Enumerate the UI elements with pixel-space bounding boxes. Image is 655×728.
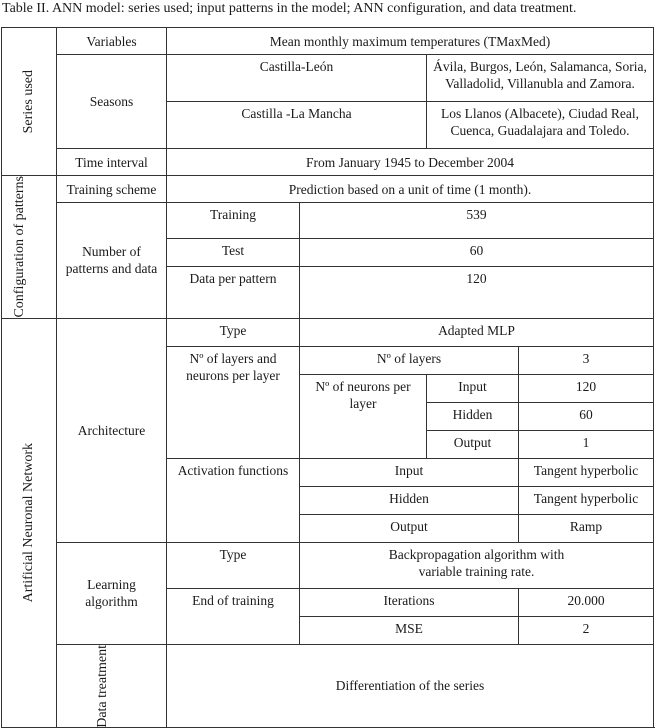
- layers-value: 3: [519, 346, 654, 374]
- data-per-pattern-label: Data per pattern: [167, 266, 300, 318]
- training-scheme-label: Training scheme: [57, 176, 167, 203]
- variables-label: Variables: [57, 28, 167, 55]
- activation-functions-label: Activation functions: [167, 458, 300, 542]
- region-castilla-la-mancha-cities: Los Llanos (Albacete), Ciudad Real, Cuenca, Guadalajara and Toledo.: [427, 102, 654, 149]
- neurons-per-layer-label: Nº of neurons per layer: [300, 374, 427, 458]
- act-output-value: Ramp: [519, 514, 654, 542]
- input-layer-label: Input: [427, 374, 519, 402]
- data-per-pattern-value: 120: [300, 266, 654, 318]
- region-castilla-leon-cities: Ávila, Burgos, León, Salamanca, Soria, Valladolid, Villanubla and Zamora.: [427, 55, 654, 102]
- learning-algorithm-label: Learning algorithm: [57, 542, 167, 644]
- seasons-label: Seasons: [57, 55, 167, 149]
- learn-type-value: Backpropagation algorithm with variable training rate.: [300, 542, 654, 588]
- layers-label: Nº of layers: [300, 346, 519, 374]
- act-input-value: Tangent hyperbolic: [519, 458, 654, 486]
- table-caption: Table II. ANN model: series used; input patterns in the model; ANN configuration, and data treatment.: [2, 1, 577, 16]
- layers-neurons-label: Nº of layers and neurons per layer: [167, 346, 300, 458]
- mse-value: 2: [519, 616, 654, 644]
- section-artificial-neuronal-network: Artificial Neuronal Network: [2, 318, 57, 728]
- training-label: Training: [167, 203, 300, 239]
- type-value: Adapted MLP: [300, 318, 654, 346]
- region-castilla-leon: Castilla-León: [167, 55, 427, 102]
- iterations-value: 20.000: [519, 588, 654, 616]
- section-series-used: Series used: [2, 28, 57, 176]
- training-value: 539: [300, 203, 654, 239]
- hidden-layer-label: Hidden: [427, 402, 519, 430]
- act-hidden-label: Hidden: [300, 486, 519, 514]
- end-of-training-label: End of training: [167, 588, 300, 644]
- ann-model-table: [1, 27, 654, 728]
- architecture-label: Architecture: [57, 318, 167, 542]
- mse-label: MSE: [300, 616, 519, 644]
- act-input-label: Input: [300, 458, 519, 486]
- time-interval-value: From January 1945 to December 2004: [167, 149, 654, 176]
- iterations-label: Iterations: [300, 588, 519, 616]
- learn-type-label: Type: [167, 542, 300, 588]
- test-label: Test: [167, 238, 300, 266]
- type-label: Type: [167, 318, 300, 346]
- output-layer-label: Output: [427, 430, 519, 458]
- act-output-label: Output: [300, 514, 519, 542]
- variables-value: Mean monthly maximum temperatures (TMaxMed): [167, 28, 654, 55]
- number-of-patterns-label: Number of patterns and data: [57, 203, 167, 319]
- input-layer-value: 120: [519, 374, 654, 402]
- hidden-layer-value: 60: [519, 402, 654, 430]
- time-interval-label: Time interval: [57, 149, 167, 176]
- region-castilla-la-mancha: Castilla -La Mancha: [167, 102, 427, 149]
- output-layer-value: 1: [519, 430, 654, 458]
- act-hidden-value: Tangent hyperbolic: [519, 486, 654, 514]
- section-data-treatment: Data treatment: [57, 644, 167, 728]
- data-treatment-value: Differentiation of the series: [167, 644, 654, 728]
- section-configuration-of-patterns: Configuration of patterns: [2, 176, 57, 319]
- training-scheme-value: Prediction based on a unit of time (1 month).: [167, 176, 654, 203]
- test-value: 60: [300, 238, 654, 266]
